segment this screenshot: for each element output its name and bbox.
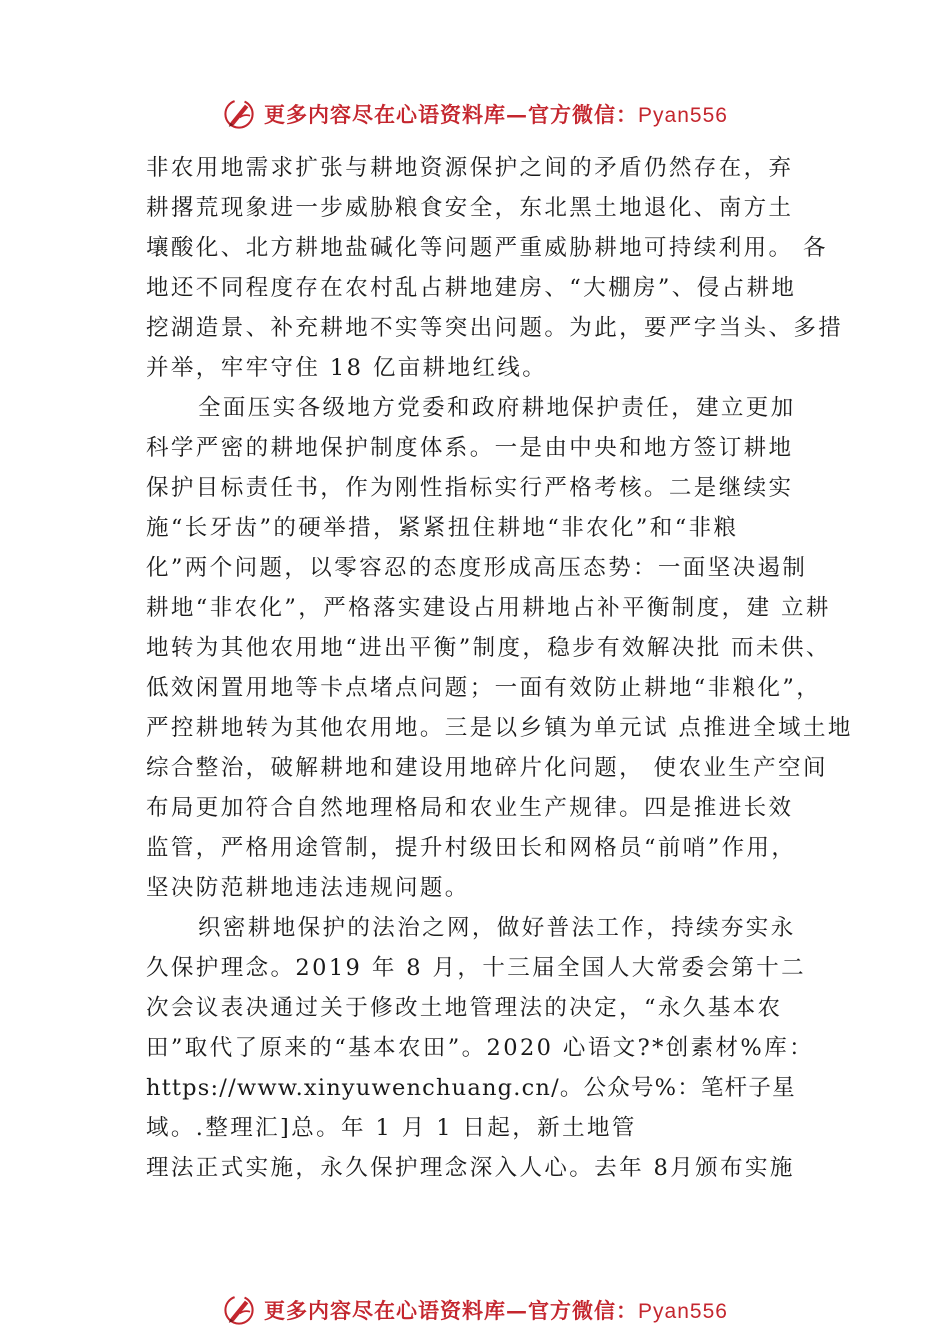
- body-line: 地还不同程度存在农村乱占耕地建房、“大棚房”、侵占耕地: [146, 275, 797, 301]
- paragraph-start-line: 织密耕地保护的法治之网，做好普法工作，持续夯实永: [198, 915, 796, 941]
- header-banner-text: [264, 99, 728, 129]
- body-line: 地转为其他农用地“进出平衡”制度，稳步有效解决批 而未供、: [146, 635, 831, 661]
- body-line: 监管，严格用途管制，提升村级田长和网格员“前哨”作用，: [146, 835, 797, 861]
- paragraph-start-line: 全面压实各级地方党委和政府耕地保护责任，建立更加: [198, 395, 796, 421]
- pen-logo-icon: [222, 1293, 256, 1327]
- body-line: 田”取代了原来的“基本农田”。2020 心语文?*创素材%库：: [146, 1035, 815, 1061]
- body-line: 耕地“非农化”，严格落实建设占用耕地占补平衡制度，建 立耕: [146, 595, 831, 621]
- header-watermark-banner: [0, 92, 950, 136]
- body-line: 并举，牢牢守住 18 亿亩耕地红线。: [146, 355, 548, 381]
- body-line: 域。.整理汇]总。年 1 月 1 日起，新土地管: [146, 1115, 637, 1141]
- body-line: 布局更加符合自然地理格局和农业生产规律。四是推进长效: [146, 795, 794, 821]
- header-wechat-label: 官方微信：: [528, 102, 639, 127]
- header-separator: —: [506, 102, 529, 127]
- footer-separator: —: [506, 1298, 529, 1323]
- footer-wechat-label: 官方微信：: [528, 1298, 639, 1323]
- body-line: 施“长牙齿”的硬举措，紧紧扭住耕地“非农化”和“非粮: [146, 515, 739, 541]
- body-line: 科学严密的耕地保护制度体系。一是由中央和地方签订耕地: [146, 435, 794, 461]
- body-line: 坚决防范耕地违法违规问题。: [146, 875, 470, 901]
- body-line: 挖湖造景、补充耕地不实等突出问题。为此，要严字当头、多措: [146, 315, 844, 341]
- body-line: 保护目标责任书，作为刚性指标实行严格考核。二是继续实: [146, 475, 794, 501]
- body-line: 久保护理念。2019 年 8 月，十三届全国人大常委会第十二: [146, 955, 807, 981]
- footer-watermark-banner: [0, 1288, 950, 1332]
- body-line: 化”两个问题，以零容忍的态度形成高压态势：一面坚决遏制: [146, 555, 808, 581]
- body-line: 非农用地需求扩张与耕地资源保护之间的矛盾仍然存在，弃: [146, 155, 794, 181]
- header-wechat-id: Pyan556: [638, 104, 728, 127]
- body-line: 综合整治，破解耕地和建设用地碎片化问题， 使农业生产空间: [146, 755, 828, 781]
- pen-logo-icon: [222, 97, 256, 131]
- body-line: 严控耕地转为其他农用地。三是以乡镇为单元试 点推进全域土地: [146, 715, 853, 741]
- footer-banner-text: [264, 1295, 728, 1325]
- footer-brand-text: 更多内容尽在心语资料库: [264, 1298, 507, 1323]
- footer-wechat-id: Pyan556: [638, 1300, 728, 1323]
- body-line: 耕撂荒现象进一步威胁粮食安全，东北黑土地退化、南方土: [146, 195, 794, 221]
- body-line: 次会议表决通过关于修改土地管理法的决定，“永久基本农: [146, 995, 783, 1021]
- header-brand-text: 更多内容尽在心语资料库: [264, 102, 507, 127]
- body-line: 壤酸化、北方耕地盐碱化等问题严重威胁耕地可持续利用。 各: [146, 235, 828, 261]
- body-line: 低效闲置用地等卡点堵点问题；一面有效防止耕地“非粮化”，: [146, 675, 822, 701]
- url-line: https://www.xinyuwenchuang.cn/。公众号%：笔杆子星: [146, 1075, 796, 1101]
- body-line: 理法正式实施，永久保护理念深入人心。去年 8月颁布实施: [146, 1155, 795, 1181]
